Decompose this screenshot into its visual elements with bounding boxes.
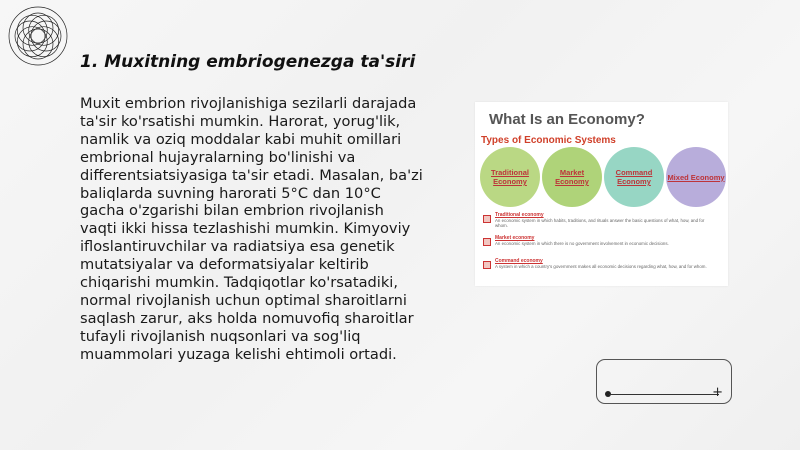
list-item <box>481 235 721 258</box>
slide-title: What Is an Economy? <box>489 111 645 128</box>
checkbox-icon <box>483 238 491 246</box>
plus-icon[interactable]: + <box>712 385 723 400</box>
definition-title: Market economy <box>495 235 535 241</box>
list-item <box>481 258 721 281</box>
definition-text: A system in which a country's government makes all economic decisions regarding what, how, and for whom. <box>495 264 707 269</box>
definition-text: An economic system in which there is no government involvement in economic decisions. <box>495 241 669 246</box>
slider-track[interactable] <box>609 394 719 395</box>
checkbox-icon <box>483 261 491 269</box>
economy-slide-image <box>475 102 728 286</box>
definition-text: An economic system in which habits, traditions, and rituals answer the basic questions of what, how, and for whom. <box>495 218 705 229</box>
system-circle-mixed: Mixed Economy <box>666 147 726 207</box>
definition-title: Traditional economy <box>495 212 544 218</box>
definitions-list <box>481 212 721 281</box>
timeline-widget[interactable] <box>596 359 732 404</box>
slide-subtitle: Types of Economic Systems <box>481 135 616 146</box>
system-circle-market: Market Economy <box>542 147 602 207</box>
system-circle-command: Command Economy <box>604 147 664 207</box>
body-paragraph: Muxit embrion rivojlanishiga sezilarli darajada ta'sir ko'rsatishi mumkin. Harorat, yorug'lik, namlik va oziq moddalar kabi muhit omillari embrional hujayralarning bo'linishi va differentsiatsiyasiga ta'sir etadi. Masalan, ba'zi baliqlarda suvning harorati 5°C dan 10°C gacha o'zgarishi bilan embrion rivojlanish vaqti ikki hissa tezlashishi mumkin. Kimyoviy ifloslantiruvchilar va radiatsiya esa genetik mutatsiyalar va deformatsiyalar keltirib chiqarishi mumkin. Tadqiqotlar ko'rsatadiki, normal rivojlanish uchun optimal sharoitlarni saqlash zarur, aks holda nomuvofiq sharoitlar tufayli rivojlanish nuqsonlari va sog'liq muammolari yuzaga kelishi ehtimoli ortadi. <box>80 95 423 363</box>
list-item <box>481 212 721 235</box>
definition-title: Command economy <box>495 258 543 264</box>
decorative-circle-logo-icon <box>6 4 70 68</box>
checkbox-icon <box>483 215 491 223</box>
page-title: 1. Muxitning embriogenezga ta'siri <box>80 52 416 72</box>
system-circle-traditional: Traditional Economy <box>480 147 540 207</box>
economic-systems-circles <box>480 147 726 207</box>
